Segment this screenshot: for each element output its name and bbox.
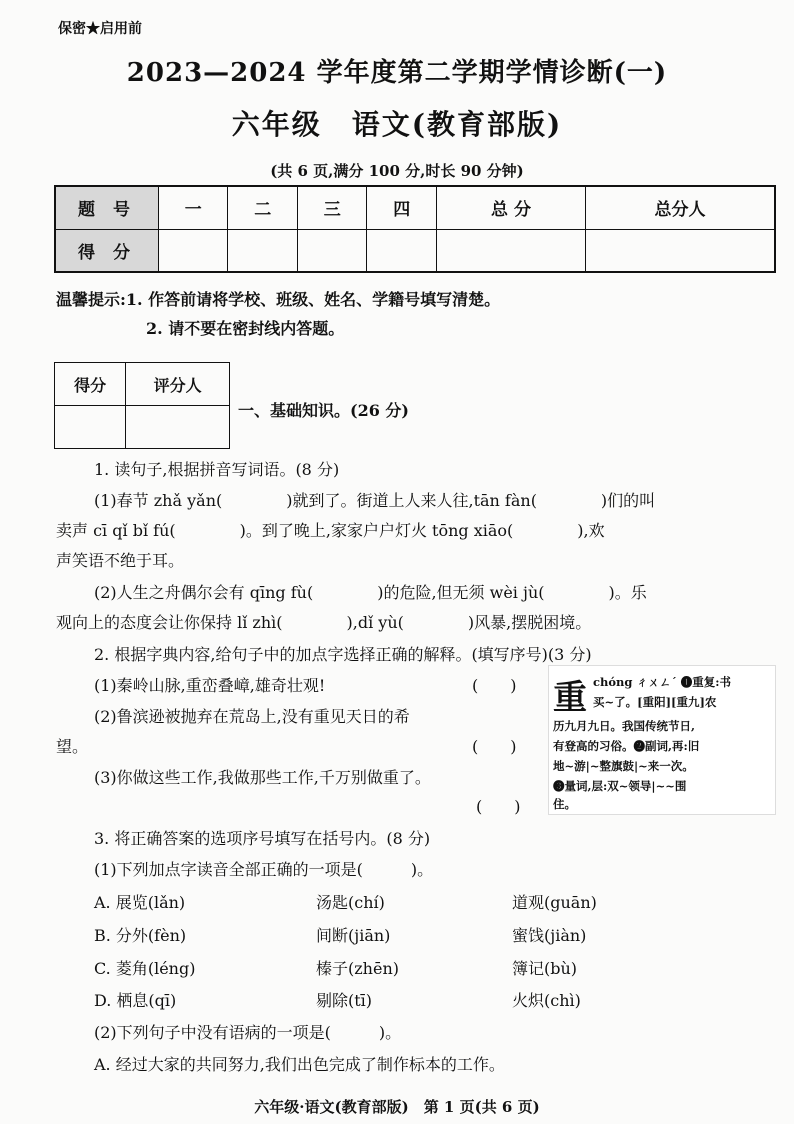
q2-sentence-2-cont: 望。 — [56, 737, 89, 756]
q1-line: 观向上的态度会让你保持 lǐ zhì( ),dǐ yù( )风暴,摆脱困境。 — [56, 613, 592, 632]
q3-sub-1: (1)下列加点字读音全部正确的一项是( )。 — [94, 860, 434, 879]
q2-sentence-3: (3)你做这些工作,我做那些工作,千万别做重了。 — [94, 768, 431, 787]
confidential-label: 保密★启用前 — [58, 21, 142, 37]
score-cell[interactable] — [228, 229, 297, 272]
option-d-3: 火炽(chì) — [512, 991, 581, 1010]
option-d-1: D. 栖息(qī) — [94, 991, 177, 1010]
option-b-2: 间断(jiān) — [316, 926, 391, 945]
q1-line: 卖声 cī qǐ bǐ fú( )。到了晚上,家家户户灯火 tōng xiāo( ),欢 — [56, 521, 605, 540]
page-footer: 六年级·语文(教育部版) 第 1 页(共 6 页) — [254, 1098, 540, 1116]
dict-headword: 重 — [553, 678, 587, 718]
exam-note: (共 6 页,满分 100 分,时长 90 分钟) — [270, 162, 524, 180]
score-header-cell: 三 — [297, 186, 366, 229]
score-cell[interactable] — [367, 229, 436, 272]
grade-cell[interactable] — [55, 406, 126, 449]
grade-header-score: 得分 — [55, 363, 126, 406]
dict-line: 地~游|~整旗鼓|~来一次。 — [553, 759, 694, 773]
option-a-3: 道观(guān) — [512, 893, 597, 912]
option-c-3: 簿记(bù) — [512, 959, 578, 978]
score-cell[interactable] — [586, 229, 775, 272]
q3-sub-2-option-a: A. 经过大家的共同努力,我们出色完成了制作标本的工作。 — [94, 1055, 505, 1074]
option-b-1: B. 分外(fèn) — [94, 926, 187, 945]
tips-line-2: 2. 请不要在密封线内答题。 — [146, 319, 345, 338]
dict-line: 有登高的习俗。❷副词,再:旧 — [553, 739, 700, 753]
q3-sub-2: (2)下列句子中没有语病的一项是( )。 — [94, 1023, 402, 1042]
dict-line: 住。 — [553, 797, 576, 811]
option-a-1: A. 展览(lǎn) — [94, 893, 186, 912]
tips-line-1: 温馨提示:1. 作答前请将学校、班级、姓名、学籍号填写清楚。 — [56, 290, 501, 309]
option-c-1: C. 菱角(léng) — [94, 959, 196, 978]
answer-bracket[interactable]: ( ) — [472, 676, 517, 695]
score-header-cell: 题 号 — [55, 186, 159, 229]
score-table — [54, 185, 776, 273]
q3-title: 3. 将正确答案的选项序号填写在括号内。(8 分) — [94, 829, 431, 848]
option-d-2: 剔除(tī) — [316, 991, 373, 1010]
score-header-cell: 一 — [159, 186, 228, 229]
q1-line: (1)春节 zhǎ yǎn( )就到了。街道上人来人往,tān fàn( )们的叫 — [94, 491, 656, 510]
grade-header-grader: 评分人 — [126, 363, 230, 406]
score-header-cell: 四 — [367, 186, 436, 229]
score-header-cell: 总 分 — [436, 186, 585, 229]
dict-line: chóng ㄔㄨㄥˊ ❶重复:书 — [593, 675, 731, 689]
score-cell[interactable] — [297, 229, 366, 272]
q2-title: 2. 根据字典内容,给句子中的加点字选择正确的解释。(填写序号)(3 分) — [94, 645, 592, 664]
score-cell[interactable] — [436, 229, 585, 272]
answer-bracket[interactable]: ( ) — [476, 797, 521, 816]
grade-table — [54, 362, 230, 449]
q1-line: 声笑语不绝于耳。 — [56, 551, 185, 570]
q1-line: (2)人生之舟偶尔会有 qīng fù( )的危险,但无须 wèi jù( )。乐 — [94, 583, 647, 602]
q2-sentence-2: (2)鲁滨逊被抛弃在荒岛上,没有重见天日的希 — [94, 707, 410, 726]
option-c-2: 榛子(zhēn) — [316, 959, 399, 978]
q2-sentence-1: (1)秦岭山脉,重峦叠嶂,雄奇壮观! — [94, 676, 326, 695]
score-header-cell: 二 — [228, 186, 297, 229]
exam-title: 2023—2024 学年度第二学期学情诊断(一) — [126, 58, 668, 88]
dict-line: 历九月九日。我国传统节日, — [553, 719, 696, 733]
grade-cell[interactable] — [126, 406, 230, 449]
dict-line: 买~了。[重阳][重九]农 — [593, 695, 717, 709]
dictionary-excerpt — [548, 665, 776, 815]
answer-bracket[interactable]: ( ) — [472, 737, 517, 756]
q1-title: 1. 读句子,根据拼音写词语。(8 分) — [94, 460, 340, 479]
score-row-label: 得 分 — [55, 229, 159, 272]
score-cell[interactable] — [159, 229, 228, 272]
option-a-2: 汤匙(chí) — [316, 893, 385, 912]
section-1-heading: 一、基础知识。(26 分) — [238, 401, 409, 420]
exam-subtitle: 六年级 语文(教育部版) — [231, 108, 563, 141]
dict-line: ❸量词,层:双~领导|~~围 — [553, 779, 687, 793]
score-header-cell: 总分人 — [586, 186, 775, 229]
option-b-3: 蜜饯(jiàn) — [512, 926, 587, 945]
